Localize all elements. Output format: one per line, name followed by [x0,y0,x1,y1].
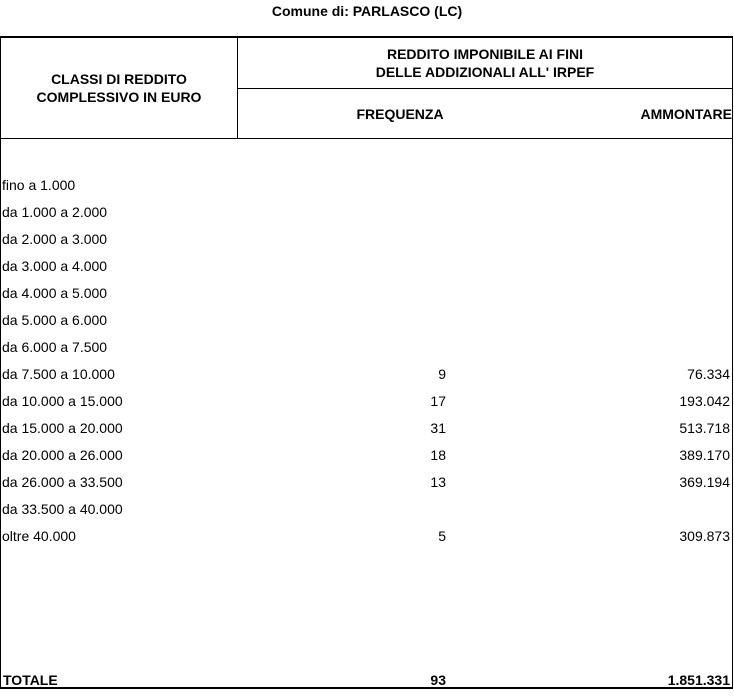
header-group-line1: REDDITO IMPONIBILE AI FINI [386,46,583,62]
header-classes [0,70,238,106]
table-row [0,419,732,446]
total-row [0,671,732,689]
amount-value: 513.718 [679,420,730,436]
income-class: da 5.000 a 6.000 [2,312,108,328]
header-classes-line1: CLASSI DI REDDITO [51,71,187,87]
income-class: da 20.000 a 26.000 [2,447,123,463]
table-row [0,311,732,338]
income-class: da 3.000 a 4.000 [2,258,108,274]
income-class: da 6.000 a 7.500 [2,339,108,355]
table-row [0,230,732,257]
frequency-value: 18 [430,447,446,463]
income-class: fino a 1.000 [2,177,76,193]
table-row [0,500,732,527]
frequency-value: 17 [430,393,446,409]
header-group [238,45,732,81]
income-class: da 7.500 a 10.000 [2,366,115,382]
total-frequency: 93 [430,672,446,688]
income-class: da 10.000 a 15.000 [2,393,123,409]
income-class: oltre 40.000 [2,528,76,544]
header-group-divider [238,88,733,89]
header-frequency: FREQUENZA [356,106,444,122]
total-label: TOTALE [3,672,58,688]
table-row [0,257,732,284]
table-row [0,473,732,500]
table-row [0,176,732,203]
table-row [0,392,732,419]
income-class: da 33.500 a 40.000 [2,501,123,517]
total-amount: 1.851.331 [667,672,730,688]
income-class: da 2.000 a 3.000 [2,231,108,247]
amount-value: 389.170 [679,447,730,463]
header-group-line2: DELLE ADDIZIONALI ALL' IRPEF [375,64,595,80]
header-classes-line2: COMPLESSIVO IN EURO [36,89,202,105]
table-row [0,338,732,365]
table-row [0,203,732,230]
amount-value: 309.873 [679,528,730,544]
income-class: da 26.000 a 33.500 [2,474,123,490]
table-row [0,446,732,473]
page-title: Comune di: PARLASCO (LC) [271,3,463,19]
income-class: da 1.000 a 2.000 [2,204,108,220]
table-row [0,527,732,554]
amount-value: 369.194 [679,474,730,490]
amount-value: 193.042 [679,393,730,409]
frequency-value: 9 [438,366,446,382]
table-row [0,284,732,311]
frequency-value: 31 [430,420,446,436]
frequency-value: 13 [430,474,446,490]
table-right-border [732,36,733,689]
header-amount: AMMONTARE [640,106,732,122]
income-class: da 15.000 a 20.000 [2,420,123,436]
table-row [0,365,732,392]
frequency-value: 5 [438,528,446,544]
table-top-border [0,36,733,38]
income-class: da 4.000 a 5.000 [2,285,108,301]
amount-value: 76.334 [687,366,730,382]
header-bottom-border [0,138,733,139]
